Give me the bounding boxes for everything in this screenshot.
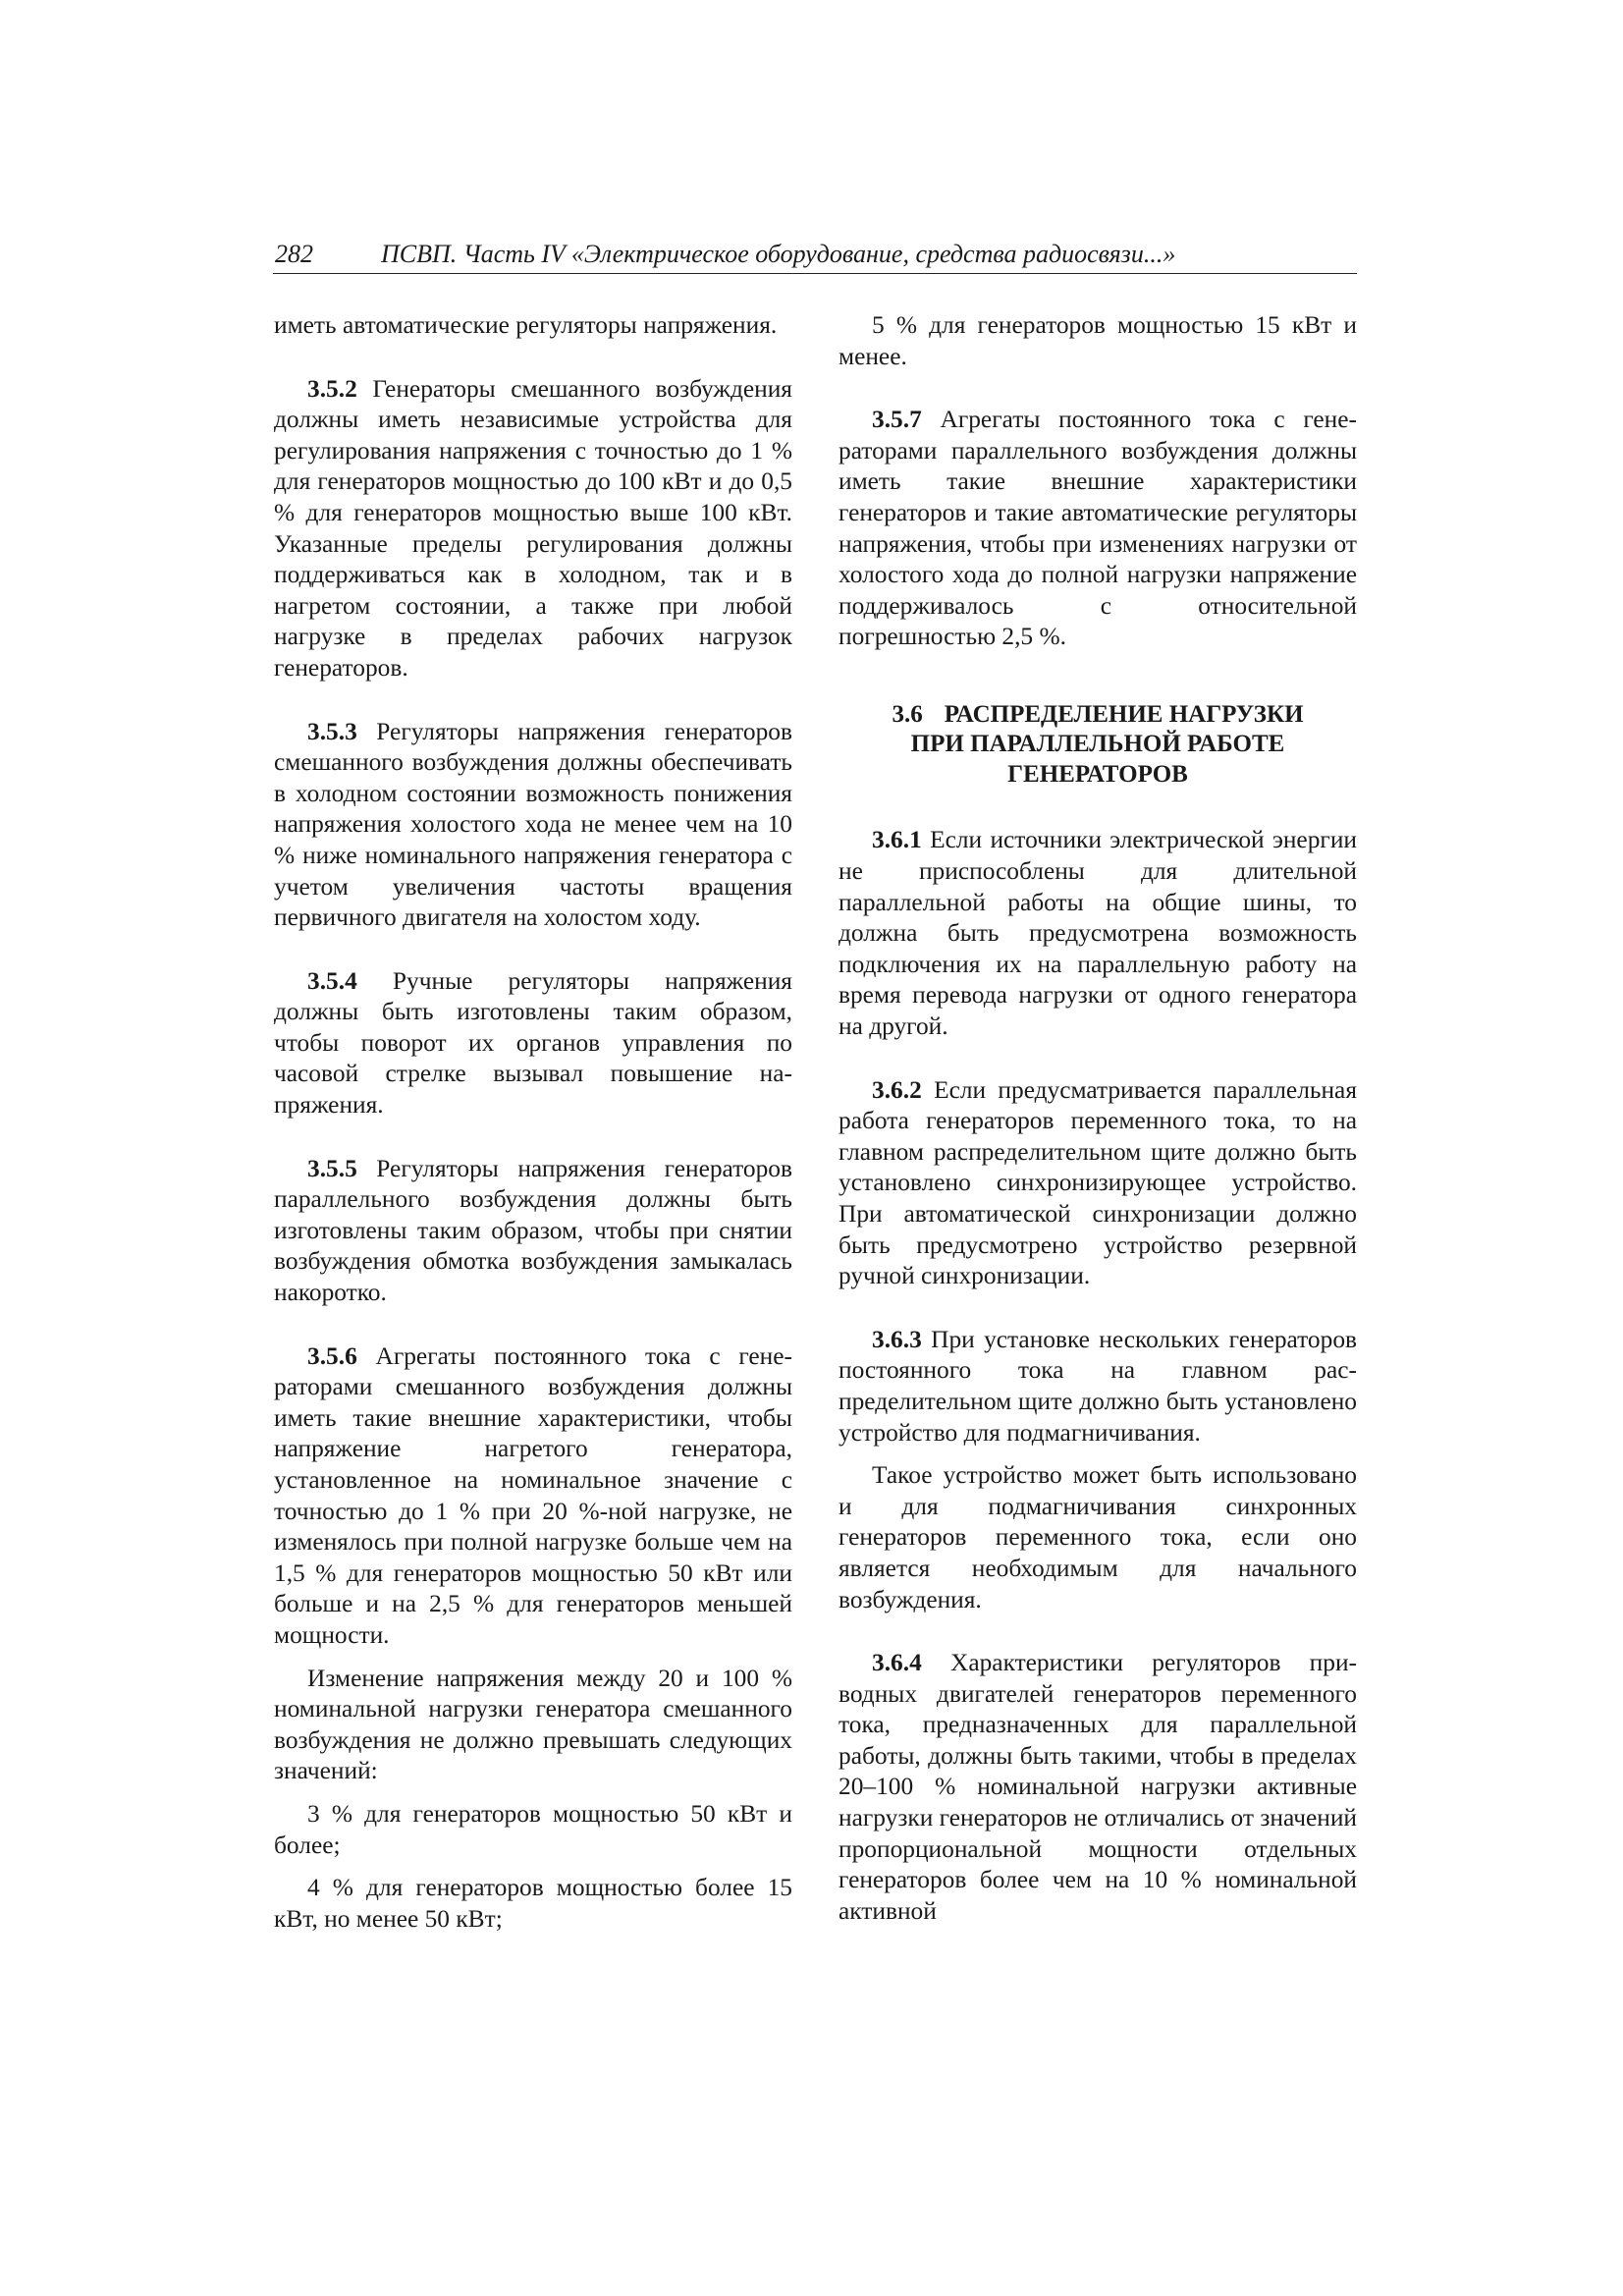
clause-text: Регуляторы напряжения генераторов смешанного возбуждения должны обеспечивать в холодном состоянии возможность понижения напряжения холостого хода не менее чем на 10 % ниже номинального напряжения генератора с учетом увеличения частоты вращения первичного двигателя на холостом ходу. [274,717,792,932]
paragraph-continuation: иметь автоматические регуляторы напряжения. [274,311,778,339]
page-number: 282 [275,240,313,268]
clause-3-5-6 [274,1341,792,1652]
clause-3-5-7 [839,405,1357,653]
clause-3-5-5 [274,1154,792,1309]
paragraph: Изменение напряжения между 20 и 100 % номинальной нагрузки генератора смешанного возбуждения не должно превышать следующих значений: [274,1664,792,1785]
clause-text: При установке нескольких генераторов постоянного тока на главном распределительном щите должно быть установлено устройство для подмагничивания. [839,1325,1357,1447]
clause-3-5-3 [274,717,792,934]
clause-text: Генераторы смешанного возбуждения должны иметь независимые устройства для регулирования напряжения с точностью до 1 % для генераторов мощностью до 100 кВт и до 0,5 % для генераторов мощностью выше 100 кВт. Указанные пределы регулирования должны поддерживаться как в холодном, так и в нагретом состоянии, а также при любой нагрузке в пределах рабочих нагрузок генераторов. [274,374,792,682]
right-column [839,310,1357,1959]
clause-text: Характеристики регуляторов приводных двигателей генераторов переменного тока, предназначенных для параллельной работы, должны быть такими, чтобы в пределах 20–100 % номинальной нагрузки активные нагрузки генераторов не отличались от значений пропорциональной мощности отдельных генераторов более чем на 10 % номинальной активной [839,1649,1357,1925]
clause-text: Агрегаты постоянного тока с генераторами смешанного возбуждения должны иметь такие внешние характеристики, чтобы напряжение нагретого генератора, установленное на номинальное значение с точностью до 1 % при 20 %-ной нагрузке, не изменялось при полной нагрузке больше чем на 1,5 % для генераторов мощностью 50 кВт или больше и на 2,5 % для генераторов меньшей мощности. [274,1341,792,1649]
section-title-line: ГЕНЕРАТОРОВ [1007,760,1188,788]
clause-number: 3.5.7 [872,406,922,434]
left-column [274,310,792,1946]
clause-number: 3.6.1 [872,826,922,854]
list-item: 4 % для генераторов мощностью более 15 кВт, но менее 50 кВт; [274,1874,792,1933]
clause-3-5-2 [274,374,792,684]
paragraph: Такое устройство может быть использовано и для подмагничивания синхронных генераторов переменного тока, если оно является необходимым для начального возбуждения. [839,1461,1357,1613]
running-title: ПСВП. Часть IV «Электрическое оборудование, средства радиосвязи...» [381,240,1176,268]
clause-number: 3.5.4 [307,966,357,995]
clause-3-5-4 [274,966,792,1121]
clause-number: 3.6.3 [872,1325,922,1353]
clause-number: 3.6.4 [872,1649,922,1677]
clause-number: 3.5.2 [307,374,357,403]
clause-3-6-4 [839,1648,1357,1927]
clause-number: 3.5.6 [307,1341,357,1370]
clause-number: 3.5.5 [307,1154,357,1182]
section-title-line: ПРИ ПАРАЛЛЕЛЬНОЙ РАБОТЕ [910,731,1285,758]
clause-3-6-2 [839,1075,1357,1292]
section-number: 3.6 [892,700,923,728]
clause-number: 3.6.2 [872,1075,922,1104]
clause-number: 3.5.3 [307,717,357,745]
clause-text: Агрегаты постоянного тока с генераторами параллельного возбуждения должны иметь такие внешние характеристики генераторов и такие автоматические регуляторы напряжения, чтобы при изменениях нагрузки от холостого хода до полной нагрузки напряжение поддерживалось с относительной погрешностью 2,5 %. [839,406,1357,651]
section-heading [839,700,1357,791]
list-item: 3 % для генераторов мощностью 50 кВт и более; [274,1799,792,1859]
list-item: 5 % для генераторов мощностью 15 кВт и менее. [839,311,1357,370]
clause-text: Если источники электрической энергии не приспособлены для длительной параллельной работы на общие шины, то должна быть предусмотрена возможность подключения их на параллельную работу на время перевода нагрузки от одного генератора на другой. [839,826,1357,1040]
running-header [273,240,1357,274]
clause-text: Регуляторы напряжения генераторов параллельного возбуждения должны быть изготовлены таким образом, чтобы при снятии возбуждения обмотка возбуждения замыкалась накоротко. [274,1154,792,1307]
clause-text: Если предусматривается параллельная работа генераторов переменного тока, то на главном распределительном щите должно быть установлено синхронизирующее устройство. При автоматической синхронизации должно быть предусмотрено устройство резервной ручной синхронизации. [839,1075,1357,1290]
clause-text: Ручные регуляторы напряжения должны быть изготовлены таким образом, чтобы поворот их органов управления по часовой стрелке вызывал повышение напряжения. [274,966,792,1120]
clause-3-6-1 [839,825,1357,1042]
clause-3-6-3 [839,1325,1357,1449]
section-title-line: РАСПРЕДЕЛЕНИЕ НАГРУЗКИ [944,700,1304,728]
